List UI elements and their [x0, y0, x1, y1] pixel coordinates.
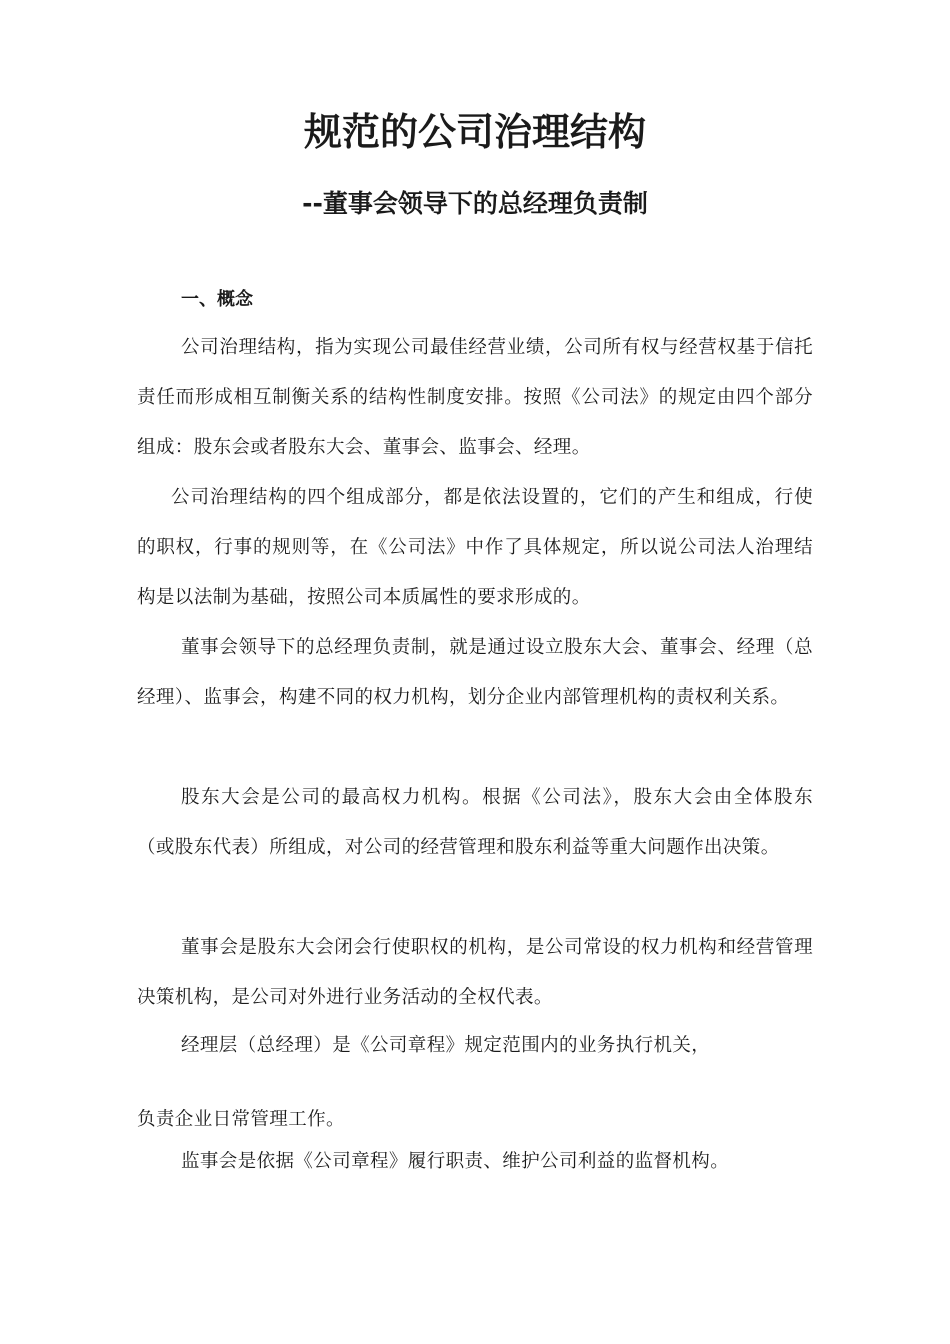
- paragraph-definition: 公司治理结构，指为实现公司最佳经营业绩，公司所有权与经营权基于信托责任而形成相互制衡关系的结构性制度安排。按照《公司法》的规定由四个部分组成：股东会或者股东大会、董事会、监事会、经理。: [137, 337, 813, 458]
- paragraph-supervisory-board: 监事会是依据《公司章程》履行职责、维护公司利益的监督机构。: [181, 1151, 730, 1172]
- paragraph-management: 经理层（总经理）是《公司章程》规定范围内的业务执行机关，: [181, 1035, 711, 1056]
- document-title: 规范的公司治理结构: [303, 110, 646, 154]
- paragraph-legal-basis: 公司治理结构的四个组成部分，都是依法设置的，它们的产生和组成，行使的职权，行事的规则等，在《公司法》中作了具体规定，所以说公司法人治理结构是以法制为基础，按照公司本质属性的要求形成的。: [137, 487, 813, 608]
- document-subtitle: --董事会领导下的总经理负责制: [302, 189, 648, 218]
- paragraph-board-of-directors: 董事会是股东大会闭会行使职权的机构，是公司常设的权力机构和经营管理决策机构，是公司对外进行业务活动的全权代表。: [137, 937, 813, 1008]
- paragraph-management-continued: 负责企业日常管理工作。: [137, 1109, 345, 1130]
- section-heading: 一、概念: [181, 289, 253, 310]
- paragraph-shareholders-meeting: 股东大会是公司的最高权力机构。根据《公司法》，股东大会由全体股东（或股东代表）所组成，对公司的经营管理和股东利益等重大问题作出决策。: [137, 787, 813, 858]
- paragraph-ceo-responsibility: 董事会领导下的总经理负责制，就是通过设立股东大会、董事会、经理（总经理）、监事会，构建不同的权力机构，划分企业内部管理机构的责权利关系。: [137, 637, 813, 708]
